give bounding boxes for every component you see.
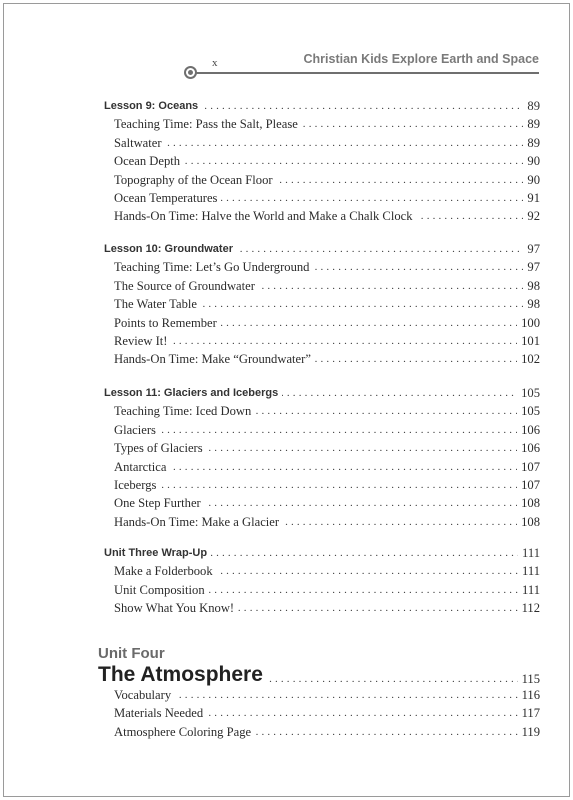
toc-entry[interactable]: . . . Hands-On Time: Make a Glacier 108 [114, 513, 540, 531]
toc-entry[interactable]: . . . Teaching Time: Pass the Salt, Please 89 [114, 115, 540, 133]
unit-title-entry[interactable] [98, 661, 540, 689]
toc-entry[interactable]: . . . The Water Table 98 [114, 295, 540, 313]
toc-entry[interactable]: . . . Glaciers 106 [114, 421, 540, 439]
toc-entry[interactable]: . . . Atmosphere Coloring Page 119 [114, 723, 540, 741]
toc-heading[interactable]: . . . Unit Three Wrap-Up 111 [104, 544, 540, 562]
unit-label: Unit Four [98, 645, 165, 662]
toc-entry[interactable]: . . . Points to Remember 100 [114, 314, 540, 332]
toc-section-lesson-10 [104, 240, 540, 369]
book-title: Christian Kids Explore Earth and Space [303, 52, 539, 66]
toc-section-unit-four [104, 686, 540, 741]
toc-entry[interactable]: . . . Vocabulary 116 [114, 686, 540, 704]
toc-entry[interactable]: . . . Show What You Know! 112 [114, 599, 540, 617]
toc-heading[interactable]: . . . Lesson 11: Glaciers and Icebergs 105 [104, 384, 540, 402]
toc-heading[interactable]: . . . Lesson 10: Groundwater 97 [104, 240, 540, 258]
toc-entry[interactable]: . . . Hands-On Time: Make “Groundwater” 102 [114, 350, 540, 368]
toc-heading[interactable]: . . . Lesson 9: Oceans 89 [104, 97, 540, 115]
toc-entry[interactable]: . . . The Source of Groundwater 98 [114, 277, 540, 295]
toc-entry[interactable]: . . . Hands-On Time: Halve the World and Make a Chalk Clock 92 [114, 207, 540, 225]
toc-entry[interactable]: . . . Types of Glaciers 106 [114, 439, 540, 457]
toc-section-unit-three-wrap-up [104, 544, 540, 618]
toc-entry[interactable]: . . . Ocean Temperatures 91 [114, 189, 540, 207]
toc-entry[interactable]: . . . Unit Composition 111 [114, 581, 540, 599]
toc-entry[interactable]: . . . Make a Folderbook 111 [114, 562, 540, 580]
toc-section-lesson-9 [104, 97, 540, 226]
toc-section-lesson-11 [104, 384, 540, 531]
toc-entry[interactable]: . . . Materials Needed 117 [114, 704, 540, 722]
toc-entry[interactable]: . . . Ocean Depth 90 [114, 152, 540, 170]
toc-entry[interactable]: . . . Antarctica 107 [114, 458, 540, 476]
toc-entry[interactable]: . . . Teaching Time: Iced Down 105 [114, 402, 540, 420]
toc-entry[interactable]: . . . One Step Further 108 [114, 494, 540, 512]
unit-title: The Atmosphere [98, 663, 267, 686]
toc-entry[interactable]: . . . Icebergs 107 [114, 476, 540, 494]
toc-entry[interactable]: . . . Review It! 101 [114, 332, 540, 350]
header-circle-ornament [184, 66, 197, 79]
unit-title-page: 115 [518, 671, 540, 687]
toc-entry[interactable]: . . . Teaching Time: Let’s Go Underground 97 [114, 258, 540, 276]
toc-entry[interactable]: . . . Saltwater 89 [114, 134, 540, 152]
toc-entry[interactable]: . . . Topography of the Ocean Floor 90 [114, 171, 540, 189]
page-number: x [212, 57, 218, 69]
header-rule [191, 72, 539, 74]
